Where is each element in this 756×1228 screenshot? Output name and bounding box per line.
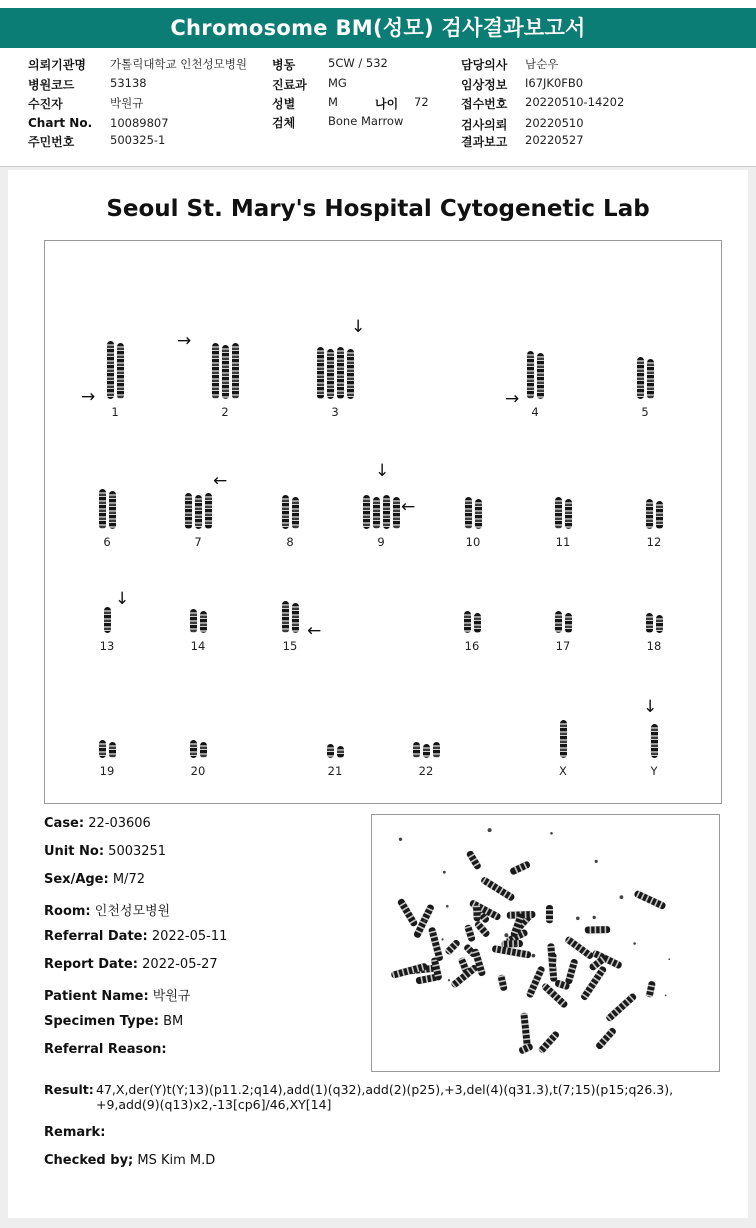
chromatid [646, 499, 653, 529]
sex-label: 성별 [272, 97, 296, 111]
chromatid [327, 349, 334, 399]
chromatid [117, 343, 124, 399]
chromosome-X [560, 720, 567, 758]
chromosome-3 [317, 347, 354, 399]
chromatid [656, 501, 663, 529]
chromatid [317, 347, 324, 399]
chart-no-label: Chart No. [28, 116, 93, 130]
chromosome-label: 3 [331, 405, 339, 419]
sex-age-row: Sex/Age: M/72 [44, 872, 145, 887]
metaphase-chromosome [538, 1030, 561, 1054]
arrow-right-icon: → [505, 389, 520, 409]
arrow-left-icon: ← [401, 497, 416, 517]
chromatid [282, 601, 289, 633]
institution-label: 의뢰기관명 [28, 58, 86, 72]
metaphase-chromosome [397, 898, 419, 928]
department-value: MG [328, 76, 347, 90]
chromosome-14 [190, 609, 207, 633]
debris-dot [448, 979, 450, 981]
metaphase-chromosome [646, 981, 656, 998]
doctor-value: 남순우 [525, 57, 559, 71]
metaphase-chromosome [605, 992, 637, 1022]
hospital-code-label: 병원코드 [28, 78, 75, 92]
chromosome-label: 19 [99, 764, 115, 778]
chromosome-label: 16 [464, 639, 480, 653]
chromosome-label: 14 [190, 639, 206, 653]
request-date-label: 검사의뢰 [461, 118, 508, 132]
top-strip [0, 0, 756, 8]
chromatid [423, 744, 430, 758]
metaphase-image [371, 814, 720, 1072]
case-row: Case: 22-03606 [44, 816, 151, 831]
chromosome-label: 6 [103, 535, 111, 549]
chromosome-label: 12 [646, 535, 662, 549]
arrow-left-icon: ← [213, 471, 228, 491]
metaphase-chromosome [428, 927, 444, 962]
metaphase-chromosome [585, 926, 611, 933]
remark-label: Remark: [44, 1125, 106, 1140]
metaphase-chromosome [509, 860, 531, 875]
debris-dot [665, 995, 667, 997]
metaphase-chromosome [526, 965, 546, 998]
chromatid [109, 742, 116, 758]
specimen-type-row: Specimen Type: BM [44, 1014, 184, 1029]
debris-dot [620, 895, 624, 899]
chromosome-20 [190, 740, 207, 758]
chromosome-10 [465, 497, 482, 529]
receipt-no-value: 20220510-14202 [525, 95, 625, 109]
chromatid [232, 343, 239, 399]
metaphase-chromosome [444, 939, 461, 956]
chromosome-11 [555, 497, 572, 529]
debris-dot [633, 942, 636, 945]
clinical-info-value: I67JK0FB0 [525, 76, 584, 90]
patient-label: 수진자 [28, 97, 63, 111]
chromosome-label: 8 [286, 535, 294, 549]
result-line-1: 47,X,der(Y)t(Y;13)(p11.2;q14),add(1)(q32),add(2)(p25),+3,del(4)(q31.3),t(7;15)(p15;q26.3), [96, 1082, 674, 1097]
specimen-label: 검체 [272, 116, 296, 130]
result-line-2: +9,add(9)(q13)x2,-13[cp6]/46,XY[14] [96, 1097, 332, 1112]
debris-dot [550, 832, 553, 835]
chromosome-21 [327, 744, 344, 758]
chromosome-8 [282, 495, 299, 529]
arrow-down-icon: ↓ [115, 589, 130, 609]
unit-no-row: Unit No: 5003251 [44, 844, 167, 859]
chromosome-19 [99, 740, 116, 758]
arrow-right-icon: → [81, 387, 96, 407]
chromatid [109, 491, 116, 529]
chromosome-12 [646, 499, 663, 529]
debris-dot [532, 954, 536, 958]
metaphase-chromosome [565, 958, 579, 985]
age-value: 72 [414, 95, 429, 109]
chromatid [222, 345, 229, 399]
chromatid [190, 609, 197, 633]
chromosome-label: 11 [555, 535, 571, 549]
chromatid [282, 495, 289, 529]
chromatid [99, 489, 106, 529]
checked-by: Checked by; MS Kim M.D [44, 1153, 216, 1168]
metaphase-chromosome [564, 935, 594, 960]
chromatid [347, 349, 354, 399]
debris-dot [442, 938, 444, 940]
chromatid [656, 615, 663, 633]
chromatid [560, 720, 567, 758]
chromatid [475, 499, 482, 529]
arrow-left-icon: ← [307, 621, 322, 641]
metaphase-chromosome [464, 924, 476, 942]
report-sheet [8, 170, 748, 1218]
report-date-value: 20220527 [525, 133, 584, 147]
metaphase-chromosome [595, 1027, 617, 1051]
debris-dot [443, 871, 446, 874]
debris-dot [515, 944, 517, 946]
chromosome-Y [651, 724, 658, 758]
chromosome-18 [646, 613, 663, 633]
debris-dot [595, 860, 598, 863]
chromatid [465, 497, 472, 529]
debris-dot [446, 905, 449, 908]
clinical-info-label: 임상정보 [461, 78, 508, 92]
sex-value: M [328, 95, 338, 109]
debris-dot [488, 828, 492, 832]
doctor-label: 담당의사 [461, 58, 508, 72]
chromatid [99, 740, 106, 758]
chromatid [373, 497, 380, 529]
chromosome-label: 13 [99, 639, 115, 653]
chromosome-16 [464, 611, 481, 633]
chromatid [555, 497, 562, 529]
chromatid [647, 359, 654, 399]
chromosome-label: 22 [418, 764, 434, 778]
chromatid [393, 497, 400, 529]
chromosome-label: 2 [221, 405, 229, 419]
chromatid [292, 603, 299, 633]
patient-name-row: Patient Name: 박원규 [44, 989, 191, 1004]
chromatid [200, 742, 207, 758]
lab-title: Seoul St. Mary's Hospital Cytogenetic Lab [106, 196, 650, 222]
report-date-label: 결과보고 [461, 135, 508, 149]
debris-dot [423, 920, 425, 922]
chromatid [565, 499, 572, 529]
chromosome-label: 9 [377, 535, 385, 549]
chromatid [363, 495, 370, 529]
arrow-down-icon: ↓ [375, 461, 390, 481]
debris-dot [593, 916, 596, 919]
metaphase-chromosome [501, 940, 523, 948]
chromatid [205, 493, 212, 529]
karyogram [44, 240, 722, 804]
chromatid [292, 497, 299, 529]
metaphase-chromosome [549, 953, 557, 970]
debris-dot [576, 917, 580, 921]
chromosome-13 [104, 607, 111, 633]
resident-no-value: 500325-1 [110, 133, 166, 147]
chromosome-label: 4 [531, 405, 539, 419]
chromosome-label: 5 [641, 405, 649, 419]
chromosome-label: 7 [194, 535, 202, 549]
ward-label: 병동 [272, 58, 296, 72]
chromatid [212, 343, 219, 399]
chromosome-22 [413, 742, 440, 758]
department-label: 진료과 [272, 78, 307, 92]
chromatid [646, 613, 653, 633]
specimen-value: Bone Marrow [328, 114, 404, 128]
chromosome-4 [527, 351, 544, 399]
chromatid [190, 740, 197, 758]
chromatid [537, 353, 544, 399]
metaphase-chromosome [474, 920, 491, 938]
debris-dot [668, 958, 670, 960]
metaphase-chromosome [497, 974, 507, 991]
result-label: Result: [44, 1082, 94, 1097]
referral-reason-row: Referral Reason: [44, 1042, 167, 1057]
age-label: 나이 [375, 97, 399, 111]
resident-no-label: 주민번호 [28, 135, 75, 149]
ward-value: 5CW / 532 [328, 56, 388, 70]
metaphase-chromosome [633, 890, 666, 910]
institution-value: 가톨릭대학교 인천성모병원 [110, 57, 247, 71]
chromosome-label: Y [650, 764, 658, 778]
chromosome-1 [107, 341, 124, 399]
chromosome-label: 1 [111, 405, 119, 419]
patient-value: 박원규 [110, 96, 144, 110]
chromatid [195, 495, 202, 529]
report-title: Chromosome BM(성모) 검사결과보고서 [0, 8, 756, 48]
metaphase-chromosome [466, 850, 482, 871]
request-date-value: 20220510 [525, 116, 584, 130]
chromatid [555, 611, 562, 633]
hospital-code-value: 53138 [110, 76, 147, 90]
chromatid [337, 746, 344, 758]
chromatid [464, 611, 471, 633]
chromosome-9 [363, 495, 400, 529]
chromosome-15 [282, 601, 299, 633]
chromosome-6 [99, 489, 116, 529]
metaphase-chromosome [480, 876, 516, 902]
metaphase-spread [372, 815, 719, 1071]
chromosome-label: 20 [190, 764, 206, 778]
chromatid [104, 607, 111, 633]
chromosome-7 [185, 493, 212, 529]
metaphase-chromosome [546, 905, 553, 923]
metaphase-chromosome [473, 905, 481, 922]
chromosome-17 [555, 611, 572, 633]
chromatid [337, 347, 344, 399]
arrow-down-icon: ↓ [643, 697, 658, 717]
chart-no-value: 10089807 [110, 116, 169, 130]
report-date-row: Report Date: 2022-05-27 [44, 957, 218, 972]
metaphase-chromosome [580, 965, 607, 1001]
chromatid [327, 744, 334, 758]
chromosome-label: 21 [327, 764, 343, 778]
debris-dot [399, 838, 402, 841]
chromatid [474, 613, 481, 633]
chromosome-5 [637, 357, 654, 399]
room-row: Room: 인천성모병원 [44, 904, 171, 919]
chromosome-2 [212, 343, 239, 399]
patient-header [0, 48, 756, 167]
debris-dot [504, 933, 508, 937]
result-text [96, 1082, 724, 1112]
chromatid [200, 611, 207, 633]
chromatid [185, 493, 192, 529]
arrow-down-icon: ↓ [351, 317, 366, 337]
chromatid [107, 341, 114, 399]
chromosome-label: X [559, 764, 567, 778]
chromatid [565, 613, 572, 633]
chromosome-label: 17 [555, 639, 571, 653]
chromosome-label: 15 [282, 639, 298, 653]
receipt-no-label: 접수번호 [461, 97, 508, 111]
chromosome-label: 18 [646, 639, 662, 653]
chromatid [383, 495, 390, 529]
arrow-right-icon: → [177, 331, 192, 351]
chromatid [637, 357, 644, 399]
chromatid [651, 724, 658, 758]
chromatid [433, 742, 440, 758]
referral-date-row: Referral Date: 2022-05-11 [44, 929, 228, 944]
chromatid [413, 742, 420, 758]
chromatid [527, 351, 534, 399]
chromosome-label: 10 [465, 535, 481, 549]
